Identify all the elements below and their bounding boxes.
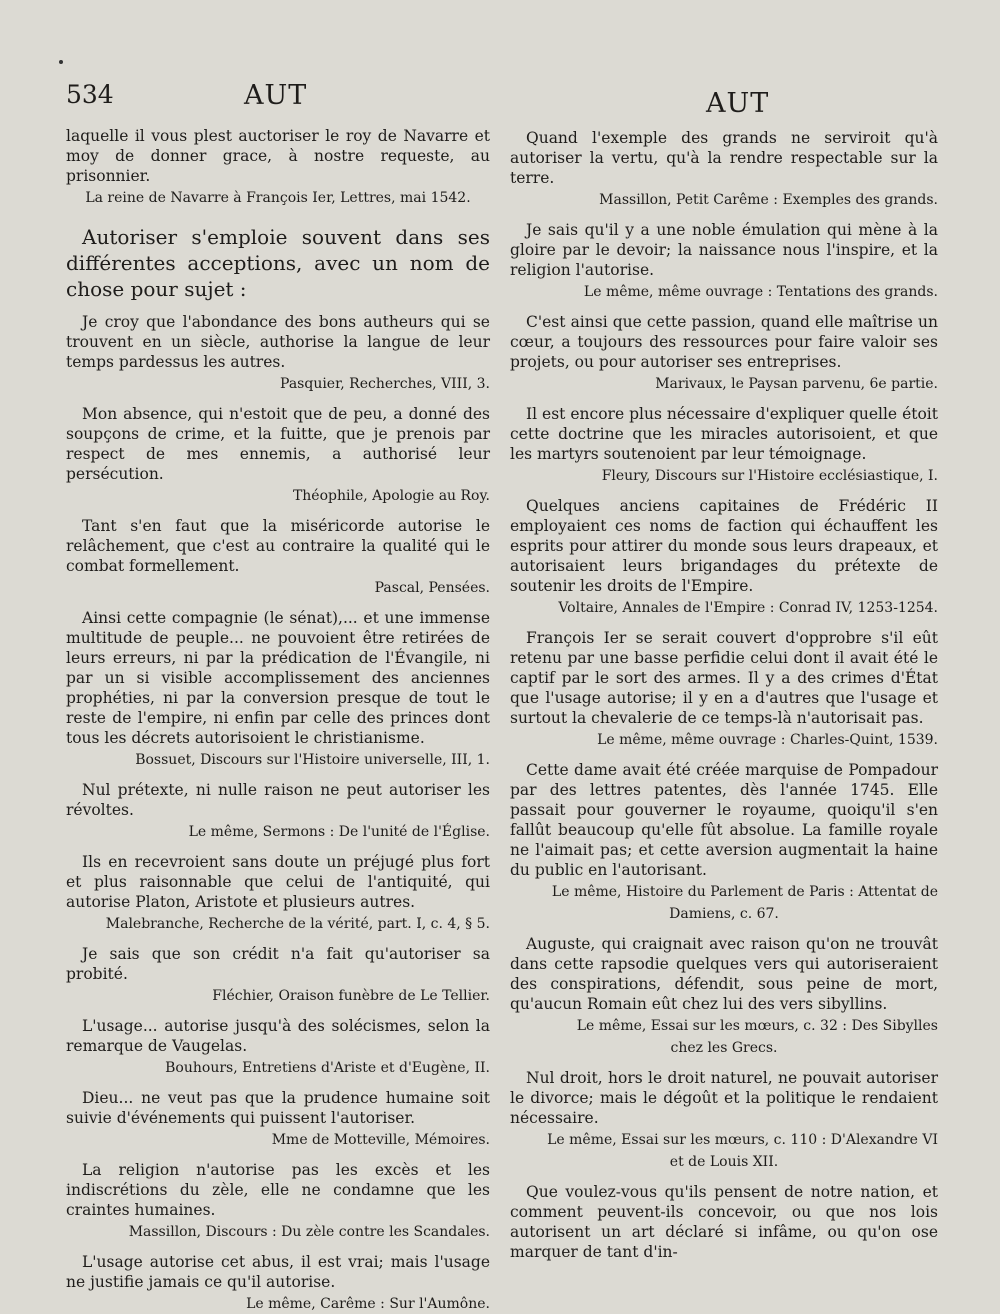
citation: Fleury, Discours sur l'Histoire ecclésiastique, I. [601,468,938,484]
quote: Ils en recevroient sans doute un préjugé plus fort et plus raisonnable que celui de l'antiquité, qui autorise Platon, Aristote et plusieurs autres. [66,853,490,911]
quote: L'usage... autorise jusqu'à des solécismes, selon la remarque de Vaugelas. [66,1017,490,1055]
quote: Nul droit, hors le droit naturel, ne pouvait autoriser le divorce; mais le dégoût et la politique le rendaient nécessaire. [510,1069,938,1127]
right-running-head: AUT [706,88,770,119]
quote: Que voulez-vous qu'ils pensent de notre nation, et comment peuvent-ils concevoir, ou que nos lois autorisent un art déclaré si infâme, ou qu'on ose marquer de tant d'in- [510,1183,938,1261]
citation: Le même, Sermons : De l'unité de l'Église. [188,824,490,840]
citation: Fléchier, Oraison funèbre de Le Tellier. [212,988,490,1004]
quote: Cette dame avait été créée marquise de Pompadour par des lettres patentes, dès l'année 1745. Elle passait pour gouverner le royaume, quoiqu'il s'en fallût beaucoup qu'elle fût absolue. La famille royale ne l'aimait pas; et cette aversion augmentait la haine du public en l'autorisant. [510,761,938,879]
citation: Théophile, Apologie au Roy. [292,488,490,504]
quote: Nul prétexte, ni nulle raison ne peut autoriser les révoltes. [66,781,490,819]
citation: Pascal, Pensées. [374,580,490,596]
quote: Je croy que l'abondance des bons autheurs qui se trouvent en un siècle, authorise la langue de leur temps pardessus les autres. [66,313,490,371]
left-running-head: AUT [244,80,308,111]
quote: C'est ainsi que cette passion, quand elle maîtrise un cœur, a toujours des ressources pour faire valoir ses projets, ou pour autoriser ses entreprises. [510,313,938,371]
citation: Bossuet, Discours sur l'Histoire universelle, III, 1. [135,752,490,768]
quote: La religion n'autorise pas les excès et les indiscrétions du zèle, elle ne condamne que les craintes humaines. [66,1161,490,1219]
citation: Voltaire, Annales de l'Empire : Conrad IV, 1253-1254. [558,600,938,616]
quote: Mon absence, qui n'estoit que de peu, a donné des soupçons de crime, et la fuitte, que je prenois par respect de mes ennemis, a authorisé leur persécution. [66,405,490,483]
quote: Auguste, qui craignait avec raison qu'on ne trouvât dans cette rapsodie quelques vers qui autoriseraient des conspirations, défendit, sous peine de mort, qu'aucun Romain eût chez lui des vers sibyllins. [510,935,938,1013]
citation: Malebranche, Recherche de la vérité, part. I, c. 4, § 5. [105,916,490,932]
citation: Pasquier, Recherches, VIII, 3. [280,376,490,392]
quote: Quand l'exemple des grands ne serviroit qu'à autoriser la vertu, qu'à la rendre respectable sur la terre. [510,129,938,187]
citation: Le même, Carême : Sur l'Aumône. [246,1296,490,1312]
citation: Bouhours, Entretiens d'Ariste et d'Eugène, II. [165,1060,490,1076]
quote: François Ier se serait couvert d'opprobre s'il eût retenu par une basse perfidie celui dont il avait été le captif par le sort des armes. Il y a des crimes d'État que l'usage autorise; il y en a d'autres que l'usage et surtout la chevalerie de ce temps-là n'autorisait pas. [510,629,938,727]
citation: La reine de Navarre à François Ier, Lettres, mai 1542. [85,190,471,206]
citation: Massillon, Petit Carême : Exemples des grands. [599,192,938,208]
citation-continued: Damiens, c. 67. [669,906,779,922]
left-column [66,126,490,1314]
citation-continued: chez les Grecs. [670,1040,778,1056]
quote: laquelle il vous plest auctoriser le roy de Navarre et moy de donner grace, à nostre requeste, au prisonnier. [66,127,490,185]
quote: Quelques anciens capitaines de Frédéric II employaient ces noms de faction qui échauffent les esprits pour attirer du monde sous leurs drapeaux, et autorisaient leurs brigandages du prétexte de soutenir les droits de l'Empire. [510,497,938,595]
quote: L'usage autorise cet abus, il est vrai; mais l'usage ne justifie jamais ce qu'il autorise. [66,1253,490,1291]
usage-rule: Autoriser s'emploie souvent dans ses différentes acceptions, avec un nom de chose pour sujet : [66,225,490,301]
citation-continued: et de Louis XII. [669,1154,779,1170]
citation: Le même, même ouvrage : Tentations des grands. [583,284,938,300]
quote: Ainsi cette compagnie (le sénat),... et une immense multitude de peuple... ne pouvoient être retirées de leurs erreurs, ni par la prédication de l'Évangile, ni par un si visible accomplissement des anciennes prophéties, ni par la conversion presque de tout le reste de l'empire, ni enfin par celle des princes dont tous les décrets autorisoient le christianisme. [66,609,490,747]
quote: Tant s'en faut que la miséricorde autorise le relâchement, que c'est au contraire la qualité qui le combat formellement. [66,517,490,575]
citation: Mme de Motteville, Mémoires. [271,1132,490,1148]
citation: Le même, Essai sur les mœurs, c. 110 : D'Alexandre VI [547,1132,938,1148]
quote: Je sais que son crédit n'a fait qu'autoriser sa probité. [66,945,490,983]
citation: Massillon, Discours : Du zèle contre les Scandales. [128,1224,490,1240]
citation: Le même, Histoire du Parlement de Paris : Attentat de [551,884,938,900]
ink-speck [59,60,63,64]
citation: Le même, même ouvrage : Charles-Quint, 1539. [597,732,938,748]
quote: Je sais qu'il y a une noble émulation qui mène à la gloire par le devoir; la naissance nous l'inspire, et la religion l'autorise. [510,221,938,279]
quote: Dieu... ne veut pas que la prudence humaine soit suivie d'événements qui puissent l'autoriser. [66,1089,490,1127]
quote: Il est encore plus nécessaire d'expliquer quelle étoit cette doctrine que les miracles autorisoient, et que les martyrs soutenoient par leur témoignage. [510,405,938,463]
right-column [510,128,938,1262]
citation: Le même, Essai sur les mœurs, c. 32 : Des Sibylles [576,1018,938,1034]
citation: Marivaux, le Paysan parvenu, 6e partie. [655,376,938,392]
page-number: 534 [66,80,114,109]
